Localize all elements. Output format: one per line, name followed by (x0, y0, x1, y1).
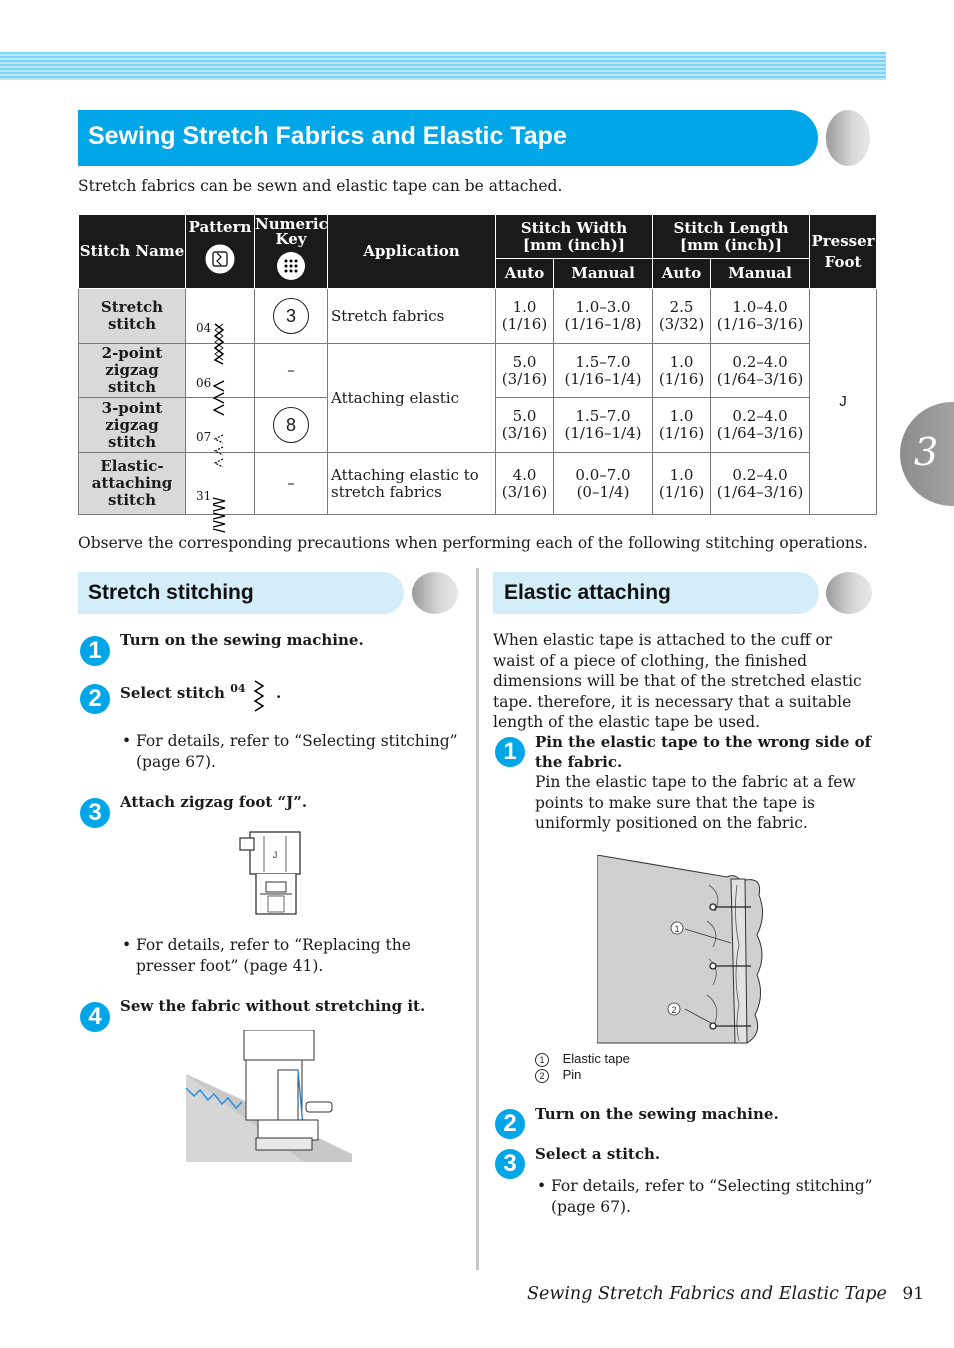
observe-text: Observe the corresponding precautions when performing each of the following stitching operations. (78, 534, 868, 552)
row-width-manual: 0.0–7.0 (0–1/4) (554, 453, 653, 515)
step-text: Attach zigzag foot “J”. (120, 793, 308, 811)
elastic-tape-illustration (597, 855, 767, 1045)
table-row (79, 344, 877, 398)
step-number: 2 (80, 684, 110, 714)
header-application: Application (328, 215, 496, 289)
legend-item: 2 Pin (535, 1067, 630, 1083)
illustration-legend (535, 1051, 630, 1083)
row-stitch-name: Elastic-attaching stitch (79, 453, 186, 515)
row-key: – (255, 453, 328, 515)
row-application: Attaching elastic to stretch fabrics (328, 453, 496, 515)
footer-title: Sewing Stretch Fabrics and Elastic Tape (527, 1284, 887, 1304)
row-length-auto: 1.0 (1/16) (653, 344, 711, 398)
page-title: Sewing Stretch Fabrics and Elastic Tape (88, 122, 567, 150)
row-length-auto: 1.0 (1/16) (653, 398, 711, 453)
step-text: Pin the elastic tape to the wrong side of the fabric. (535, 733, 872, 771)
bullet-note: • For details, refer to “Replacing the presser foot” (page 41). (122, 936, 411, 975)
stretch-stitch-icon (253, 679, 265, 715)
step-number: 2 (495, 1109, 525, 1139)
row-width-auto: 1.0 (1/16) (496, 289, 554, 344)
stitch-table (78, 214, 877, 515)
step-number: 3 (495, 1149, 525, 1179)
section-bar-tail (826, 572, 872, 614)
row-length-auto: 2.5 (3/32) (653, 289, 711, 344)
header-stitch-name: Stitch Name (79, 215, 186, 289)
row-key (255, 289, 328, 344)
header-numeric-key: Numeric Key (255, 215, 328, 289)
elastic-intro: When elastic tape is attached to the cuff or waist of a piece of clothing, the finished dimensions will be that of the stretched elastic tape. therefore, it is necessary that a suitable length of the elastic tape be used. (493, 631, 862, 731)
bullet-note: • For details, refer to “Selecting stitching” (page 67). (537, 1177, 873, 1216)
svg-text:1: 1 (674, 924, 680, 934)
header-width-manual: Manual (554, 259, 653, 289)
header-width-auto: Auto (496, 259, 554, 289)
stitch-number: 04 (196, 321, 212, 335)
header-length-auto: Auto (653, 259, 711, 289)
step-number: 4 (80, 1002, 110, 1032)
step-text: Turn on the sewing machine. (120, 631, 364, 649)
title-bar-tail (826, 110, 870, 166)
step-detail: Pin the elastic tape to the fabric at a few points to make sure that the tape is uniformly positioned on the fabric. (535, 773, 856, 832)
numeric-key-button: 3 (273, 298, 309, 334)
three-point-zigzag-icon (211, 433, 227, 473)
row-width-auto: 4.0 (3/16) (496, 453, 554, 515)
numeric-key-icon (276, 251, 306, 281)
stretch-stitch-icon (212, 322, 226, 366)
header-length-manual: Manual (711, 259, 810, 289)
header-pattern: Pattern (186, 215, 255, 289)
section-bar-tail (412, 572, 458, 614)
row-length-manual: 0.2–4.0 (1/64–3/16) (711, 344, 810, 398)
sewing-illustration (186, 1030, 352, 1162)
page-number: 91 (902, 1284, 925, 1304)
presser-foot-value: J (810, 289, 877, 515)
step-text: Sew the fabric without stretching it. (120, 997, 426, 1015)
header-presser-foot: Presser Foot (810, 215, 877, 289)
elastic-attaching-icon (210, 496, 228, 536)
row-stitch-name: 3-point zigzag stitch (79, 398, 186, 453)
row-application: Stretch fabrics (328, 289, 496, 344)
svg-text:2: 2 (671, 1005, 677, 1015)
top-stripe (0, 52, 886, 80)
step-number: 1 (495, 737, 525, 767)
row-length-manual: 0.2–4.0 (1/64–3/16) (711, 453, 810, 515)
table-row (79, 289, 877, 344)
header-stitch-width: Stitch Width [mm (inch)] (496, 215, 653, 259)
row-key: – (255, 344, 328, 398)
step-number: 1 (80, 636, 110, 666)
intro-text: Stretch fabrics can be sewn and elastic tape can be attached. (78, 177, 563, 195)
row-width-manual: 1.5–7.0 (1/16–1/4) (554, 398, 653, 453)
step-text: Select a stitch. (535, 1145, 661, 1163)
row-width-auto: 5.0 (3/16) (496, 344, 554, 398)
row-width-manual: 1.5–7.0 (1/16–1/4) (554, 344, 653, 398)
stitch-number: 31 (196, 488, 212, 503)
step-number: 3 (80, 798, 110, 828)
row-pattern (186, 289, 255, 344)
row-stitch-name: 2-point zigzag stitch (79, 344, 186, 398)
zigzag-foot-illustration (236, 828, 306, 920)
table-row (79, 453, 877, 515)
step-text: Turn on the sewing machine. (535, 1105, 779, 1123)
chapter-number: 3 (914, 430, 939, 474)
page-footer (527, 1284, 924, 1304)
numeric-key-button: 8 (273, 407, 309, 443)
bullet-note: • For details, refer to “Selecting stitching” (page 67). (122, 732, 458, 771)
row-width-manual: 1.0–3.0 (1/16–1/8) (554, 289, 653, 344)
stitch-number: 07 (196, 430, 212, 444)
foot-letter: J (272, 850, 278, 860)
row-length-auto: 1.0 (1/16) (653, 453, 711, 515)
two-point-zigzag-icon (211, 379, 227, 419)
row-length-manual: 1.0–4.0 (1/16–3/16) (711, 289, 810, 344)
column-divider (476, 568, 479, 1270)
step-block (535, 732, 875, 834)
row-stitch-name: Stretch stitch (79, 289, 186, 344)
row-width-auto: 5.0 (3/16) (496, 398, 554, 453)
pattern-key-icon (205, 244, 235, 274)
stitch-number: 06 (196, 375, 212, 390)
header-stitch-length: Stitch Length [mm (inch)] (653, 215, 810, 259)
row-length-manual: 0.2–4.0 (1/64–3/16) (711, 398, 810, 453)
row-application: Attaching elastic (328, 344, 496, 453)
section-title-stretch: Stretch stitching (88, 581, 254, 604)
row-key (255, 398, 328, 453)
section-title-elastic: Elastic attaching (504, 581, 671, 604)
step-text: Select stitch $^{04}$ . (120, 679, 281, 715)
legend-item: 1 Elastic tape (535, 1051, 630, 1067)
